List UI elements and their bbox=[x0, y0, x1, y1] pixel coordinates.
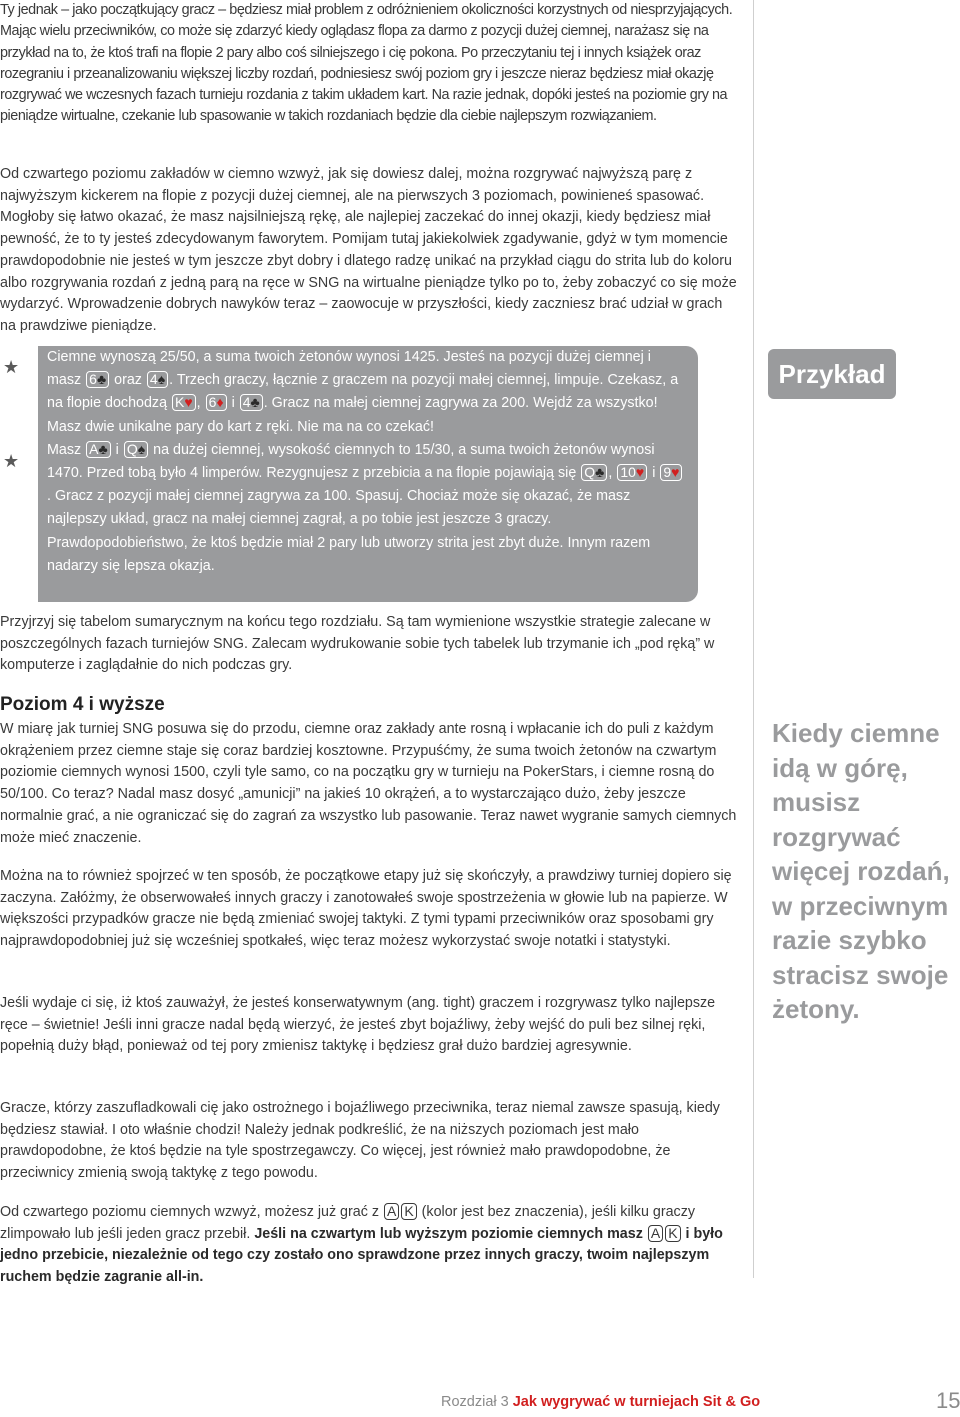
card-9-hearts: 9♥ bbox=[660, 464, 682, 481]
example-badge: Przykład bbox=[768, 349, 896, 399]
example-1-text: oraz bbox=[114, 372, 142, 389]
card-6-diamonds: 6♦ bbox=[206, 394, 227, 411]
card-k-hearts: K♥ bbox=[172, 394, 196, 411]
example-text bbox=[47, 346, 687, 578]
card-4-clubs: 4♣ bbox=[240, 394, 263, 411]
card-k: K bbox=[401, 1203, 416, 1220]
card-k: K bbox=[665, 1225, 680, 1242]
example-2: Masz A♣ i Q♠ na dużej ciemnej, wysokość ciemnych to 15/30, a suma twoich żetonów wynosi 1470. Przed tobą było 4 limperów. Rezygnujesz z przebicia a na flopie pojawiają się Q♣ , 10♥ i 9♥. Gracz z pozycji małej ciemnej zagrywa za 100. Spasuj. Chociaż może się okazać, że masz najlepszy układ, gracz na małej ciemnej zagrał, a po tobie jest jeszcze 3 graczy. Prawdopodobieństwo, że ktoś będzie miał 2 pary lub utworzy strita jest zbyt duże. Innym razem nadarzy się lepsza okazja. bbox=[47, 439, 687, 578]
card-a: A bbox=[384, 1203, 399, 1220]
example-stars bbox=[0, 346, 38, 602]
paragraph-level4: W miarę jak turniej SNG posuwa się do przodu, ciemne oraz zakłady ante rosną i wpłacanie ich do puli z każdym okrążeniem przez ciemne staje się coraz bardziej kosztowne. Przypuśćmy, że suma twoich żetonów na czwartym poziomie ciemnych wynosi 1500, czyli tyle samo, co na początku gry w turnieju na PokerStars, i ciemne rosną do 50/100. Co teraz? Nadal masz dosyć „amunicji” na jakieś 10 okrążeń, a to wystarczająco dużo, żeby jeszcze normalnie grać, a nie ograniczać się do zagrań za wszystko lub pasowanie. Teraz nawet wygranie samych ciemnych może mieć znaczenie. bbox=[0, 721, 737, 846]
column-divider bbox=[753, 0, 754, 1278]
star-icon: ★ bbox=[3, 451, 20, 471]
paragraph-observation: Można na to również spojrzeć w ten sposób, że początkowe etapy już się skończyły, a prawdziwy turniej dopiero się zaczyna. Załóżmy, że obserwowałeś innych graczy i zanotowałeś swoje spostrzeżenia w głowie lub na papierze. W większości przypadków gracze nie będą zmieniać swojej taktyki. Z tymi typami przeciwników oraz sposobami gry najprawdopodobniej już się wcześniej spotkałeś, więc teraz możesz wykorzystać swoje notatki i statystyki. bbox=[0, 868, 732, 950]
card-6-clubs: 6♣ bbox=[86, 371, 109, 388]
footer-chapter: Rozdział 3 bbox=[441, 1394, 509, 1410]
card-4-spades: 4♠ bbox=[147, 371, 168, 388]
paragraph-tight: Jeśli wydaje ci się, iż ktoś zauważył, że jesteś konserwatywnym (ang. tight) graczem i rozgrywasz tylko najlepsze ręce – świetnie! Jeśli inni gracze nadal będą wierzyć, że jesteś zbyt bojaźliwy, żeby wejść do puli bez silnej ręki, popełnią duży błąd, ponieważ od tej pory zmienisz taktykę i będziesz grał dużo bardziej agresywnie. bbox=[0, 995, 716, 1055]
paragraph-tables: Przyjrzyj się tabelom sumarycznym na końcu tego rozdziału. Są tam wymienione wszystkie strategie zalecane w poszczególnych fazach turniejów SNG. Zalecam wydrukowanie sobie tych tabelek lub trzymanie ich „pod ręką” w komputerze i zaglądałnie do nich podczas gry. bbox=[0, 614, 715, 674]
page-footer bbox=[441, 1394, 760, 1410]
footer-title: Jak wygrywać w turniejach Sit & Go bbox=[512, 1394, 761, 1410]
example-2-text: na dużej ciemnej, wysokość ciemnych to 15/30, a suma twoich żetonów wynosi 1470. Przed tobą było 4 limperów. Rezygnujesz z przebicia a na flopie pojawiają się bbox=[47, 441, 655, 482]
card-a-clubs: A♣ bbox=[86, 441, 111, 458]
example-1-text: . Trzech graczy, łącznie z graczem na pozycji małej ciemnej, limpuje. Czekasz, a na flopie dochodzą bbox=[47, 372, 679, 412]
example-2-text: Masz bbox=[47, 441, 82, 458]
card-q-clubs: Q♣ bbox=[581, 464, 607, 481]
example-box bbox=[0, 346, 698, 602]
pull-quote: Kiedy ciemne idą w górę, musisz rozgrywać więcej rozdań, w przeciwnym razie szybko stracisz swoje żetony. bbox=[772, 718, 950, 1024]
intro-paragraph: Ty jednak – jako początkujący gracz – będziesz miał problem z odróżnieniem okoliczności korzystnych od niesprzyjających. Mając wielu przeciwników, co może się zdarzyć kiedy oglądasz flopa za darmo z pozycji dużej ciemnej, narażasz się na przykład na to, że ktoś trafi na flopie 2 pary albo coś silniejszego i cię pokona. Po przeczytaniu tej i innych książek oraz rozegraniu i przeanalizowaniu większej liczby rozdań, podniesiesz swój poziom gry i jeszcze nieraz będziesz miał okazję rozgrywać we wczesnych fazach turnieju rozdania z takim układem kart. Na razie jednak, dopóki jesteś na poziomie gry na pieniądze wirtualne, czekanie lub spasowanie w takich rozdaniach będzie dla ciebie najlepszym rozwiązaniem. bbox=[0, 2, 733, 125]
star-icon: ★ bbox=[3, 357, 20, 377]
example-1: Ciemne wynoszą 25/50, a suma twoich żetonów wynosi 1425. Jesteś na pozycji dużej ciemnej i masz 6♣ oraz 4♠ . Trzech graczy, łącznie z graczem na pozycji małej ciemnej, limpuje. Czekasz, a na flopie dochodzą K♥ , 6♦ i 4♣ . Gracz na małej ciemnej zagrywa za 200. Wejdź za wszystko! Masz dwie unikalne pary do kart z ręki. Nie ma na co czekać! bbox=[47, 349, 679, 435]
example-2-text: . Gracz z pozycji małej ciemnej zagrywa za 100. Spasuj. Chociaż może się okazać, że masz najlepszy układ, gracz na małej ciemnej zagrał, a po tobie jest jeszcze 3 graczy. Prawdopodobieństwo, że ktoś będzie miał 2 pary lub utworzy strita jest zbyt duże. Innym razem nadarzy się lepsza okazja. bbox=[47, 488, 651, 574]
paragraph-ak: Od czwartego poziomu ciemnych wzwyż, możesz już grać z A K (kolor jest bez znaczenia), jeśli kilku graczy zlimpowało lub jeśli jeden gracz przebił. Jeśli na czwartym lub wyższym poziomie ciemnych masz A K i było jedno przebicie, niezależnie od tego czy zostało ono sprawdzone przez innych graczy, twoim najlepszym ruchem będzie zagranie all-in. bbox=[0, 1203, 723, 1286]
paragraph-opponents: Gracze, którzy zaszufladkowali cię jako ostrożnego i bojaźliwego przeciwnika, teraz niemal zawsze spasują, kiedy będziesz stawiał. I oto właśnie chodzi! Należy jednak podkreślić, że na niższych poziomach jest mało prawdopodobne, że ktoś będzie na tyle spostrzegawczy. Co więcej, jest również mało prawdopodobne, że przeciwnicy zmienią swoją taktykę z tego powodu. bbox=[0, 1100, 720, 1182]
card-10-hearts: 10♥ bbox=[617, 464, 647, 481]
paragraph-strategy: Od czwartego poziomu zakładów w ciemno wzwyż, jak się dowiesz dalej, można rozgrywać najwyższą parę z najwyższym kickerem na flopie z pozycji dużej ciemnej, ale na pierwszych 3 poziomach, powinieneś spasować. Mogłoby się łatwo okazać, że masz najsilniejszą rękę, ale najlepiej zaczekać do innej okazji, kiedy będziesz miał pewność, że to ty jesteś zdecydowanym faworytem. Pomijam tutaj jakiekolwiek zgadywanie, gdyż w tym momencie prawdopodobnie nie jesteś w tym jeszcze zbyt dobry i dlatego radzę unikać na przykład ciągu do strita lub do koloru albo rozgrywania rozdań z jedną parą na ręce w SNG na wirtualne pieniądze tylko po to, żeby zobaczyć co się może wydarzyć. Wprowadzenie dobrych nawyków teraz – zaowocuje w przyszłości, kiedy zaczniesz brać udział w grach na prawdziwe pieniądze. bbox=[0, 166, 737, 334]
example-1-text: Ciemne wynoszą 25/50, a suma twoich żetonów wynosi 1425. Jesteś na pozycji dużej ciemnej i masz bbox=[47, 349, 651, 389]
card-q-spades: Q♠ bbox=[124, 441, 148, 458]
page-number: 15 bbox=[936, 1388, 960, 1413]
example-1-text: . Gracz na małej ciemnej zagrywa za 200. Wejdź za wszystko! Masz dwie unikalne pary do kart z ręki. Nie ma na co czekać! bbox=[47, 395, 658, 435]
section-heading: Poziom 4 i wyższe bbox=[0, 694, 165, 715]
card-a: A bbox=[648, 1225, 663, 1242]
